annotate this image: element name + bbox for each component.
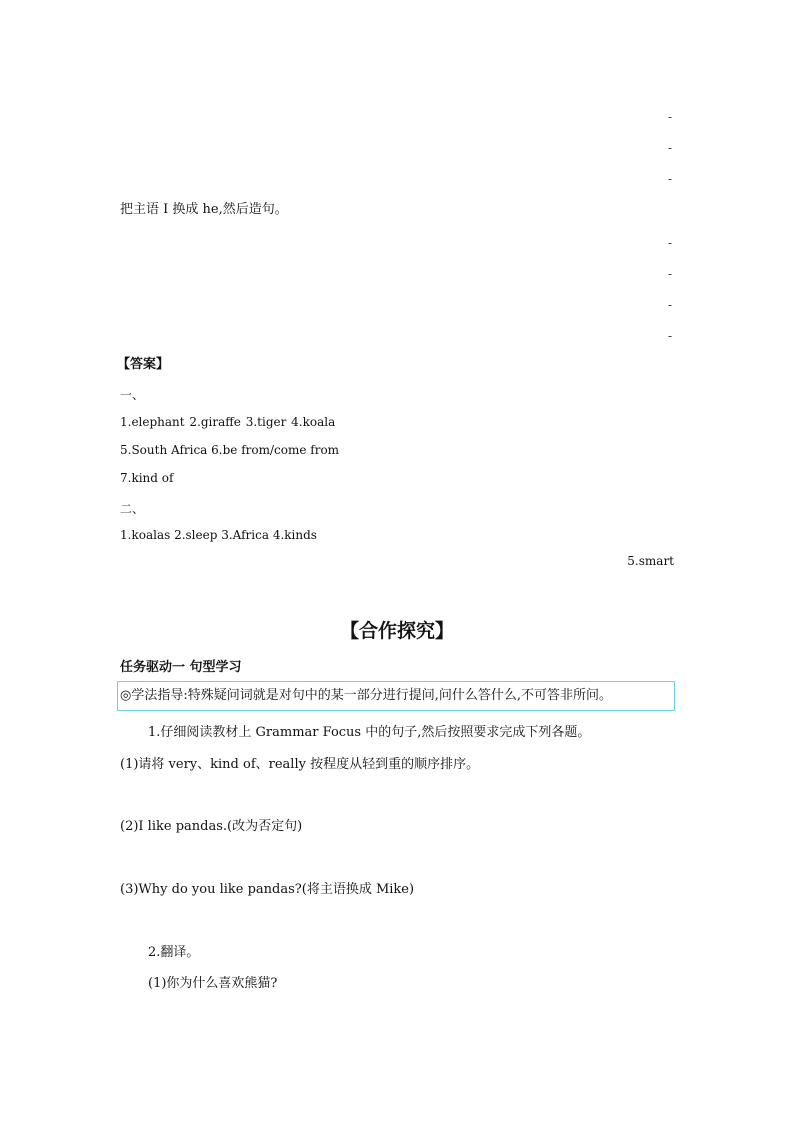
blank-dash: - — [668, 141, 673, 155]
question-item: (1)请将 very、kind of、really 按程度从轻到重的顺序排序。 — [120, 757, 480, 772]
answers-title: 【答案】 — [117, 357, 170, 372]
question-2-intro: 2.翻译。 — [148, 945, 200, 960]
blank-dash: - — [668, 298, 673, 312]
answer-line: 7.kind of — [120, 471, 174, 485]
study-guide-box: ◎学法指导:特殊疑问词就是对句中的某一部分进行提问,问什么答什么,不可答非所问。 — [117, 681, 675, 711]
blank-dash: - — [668, 110, 673, 124]
part1-label: 一、 — [120, 388, 145, 402]
instruction-text: 把主语 I 换成 he,然后造句。 — [120, 202, 288, 217]
blank-dash: - — [668, 329, 673, 343]
blank-dash: - — [668, 172, 673, 186]
answer-line: 1.elephant 2.giraffe 3.tiger 4.koala — [120, 415, 336, 429]
question-item: (3)Why do you like pandas?(将主语换成 Mike) — [120, 882, 415, 897]
answer-line: 1.koalas 2.sleep 3.Africa 4.kinds — [120, 528, 317, 542]
blank-dash: - — [668, 236, 673, 250]
question-item: (2)I like pandas.(改为否定句) — [120, 819, 303, 834]
question-1-intro: 1.仔细阅读教材上 Grammar Focus 中的句子,然后按照要求完成下列各题。 — [148, 725, 591, 740]
part2-label: 二、 — [120, 502, 145, 516]
blank-dash: - — [668, 267, 673, 281]
question-item: (1)你为什么喜欢熊猫? — [148, 976, 278, 991]
answer-line-right: 5.smart — [627, 554, 674, 568]
section-title: 【合作探究】 — [339, 620, 454, 642]
task-title: 任务驱动一 句型学习 — [120, 660, 242, 675]
answer-line: 5.South Africa 6.be from/come from — [120, 443, 340, 457]
